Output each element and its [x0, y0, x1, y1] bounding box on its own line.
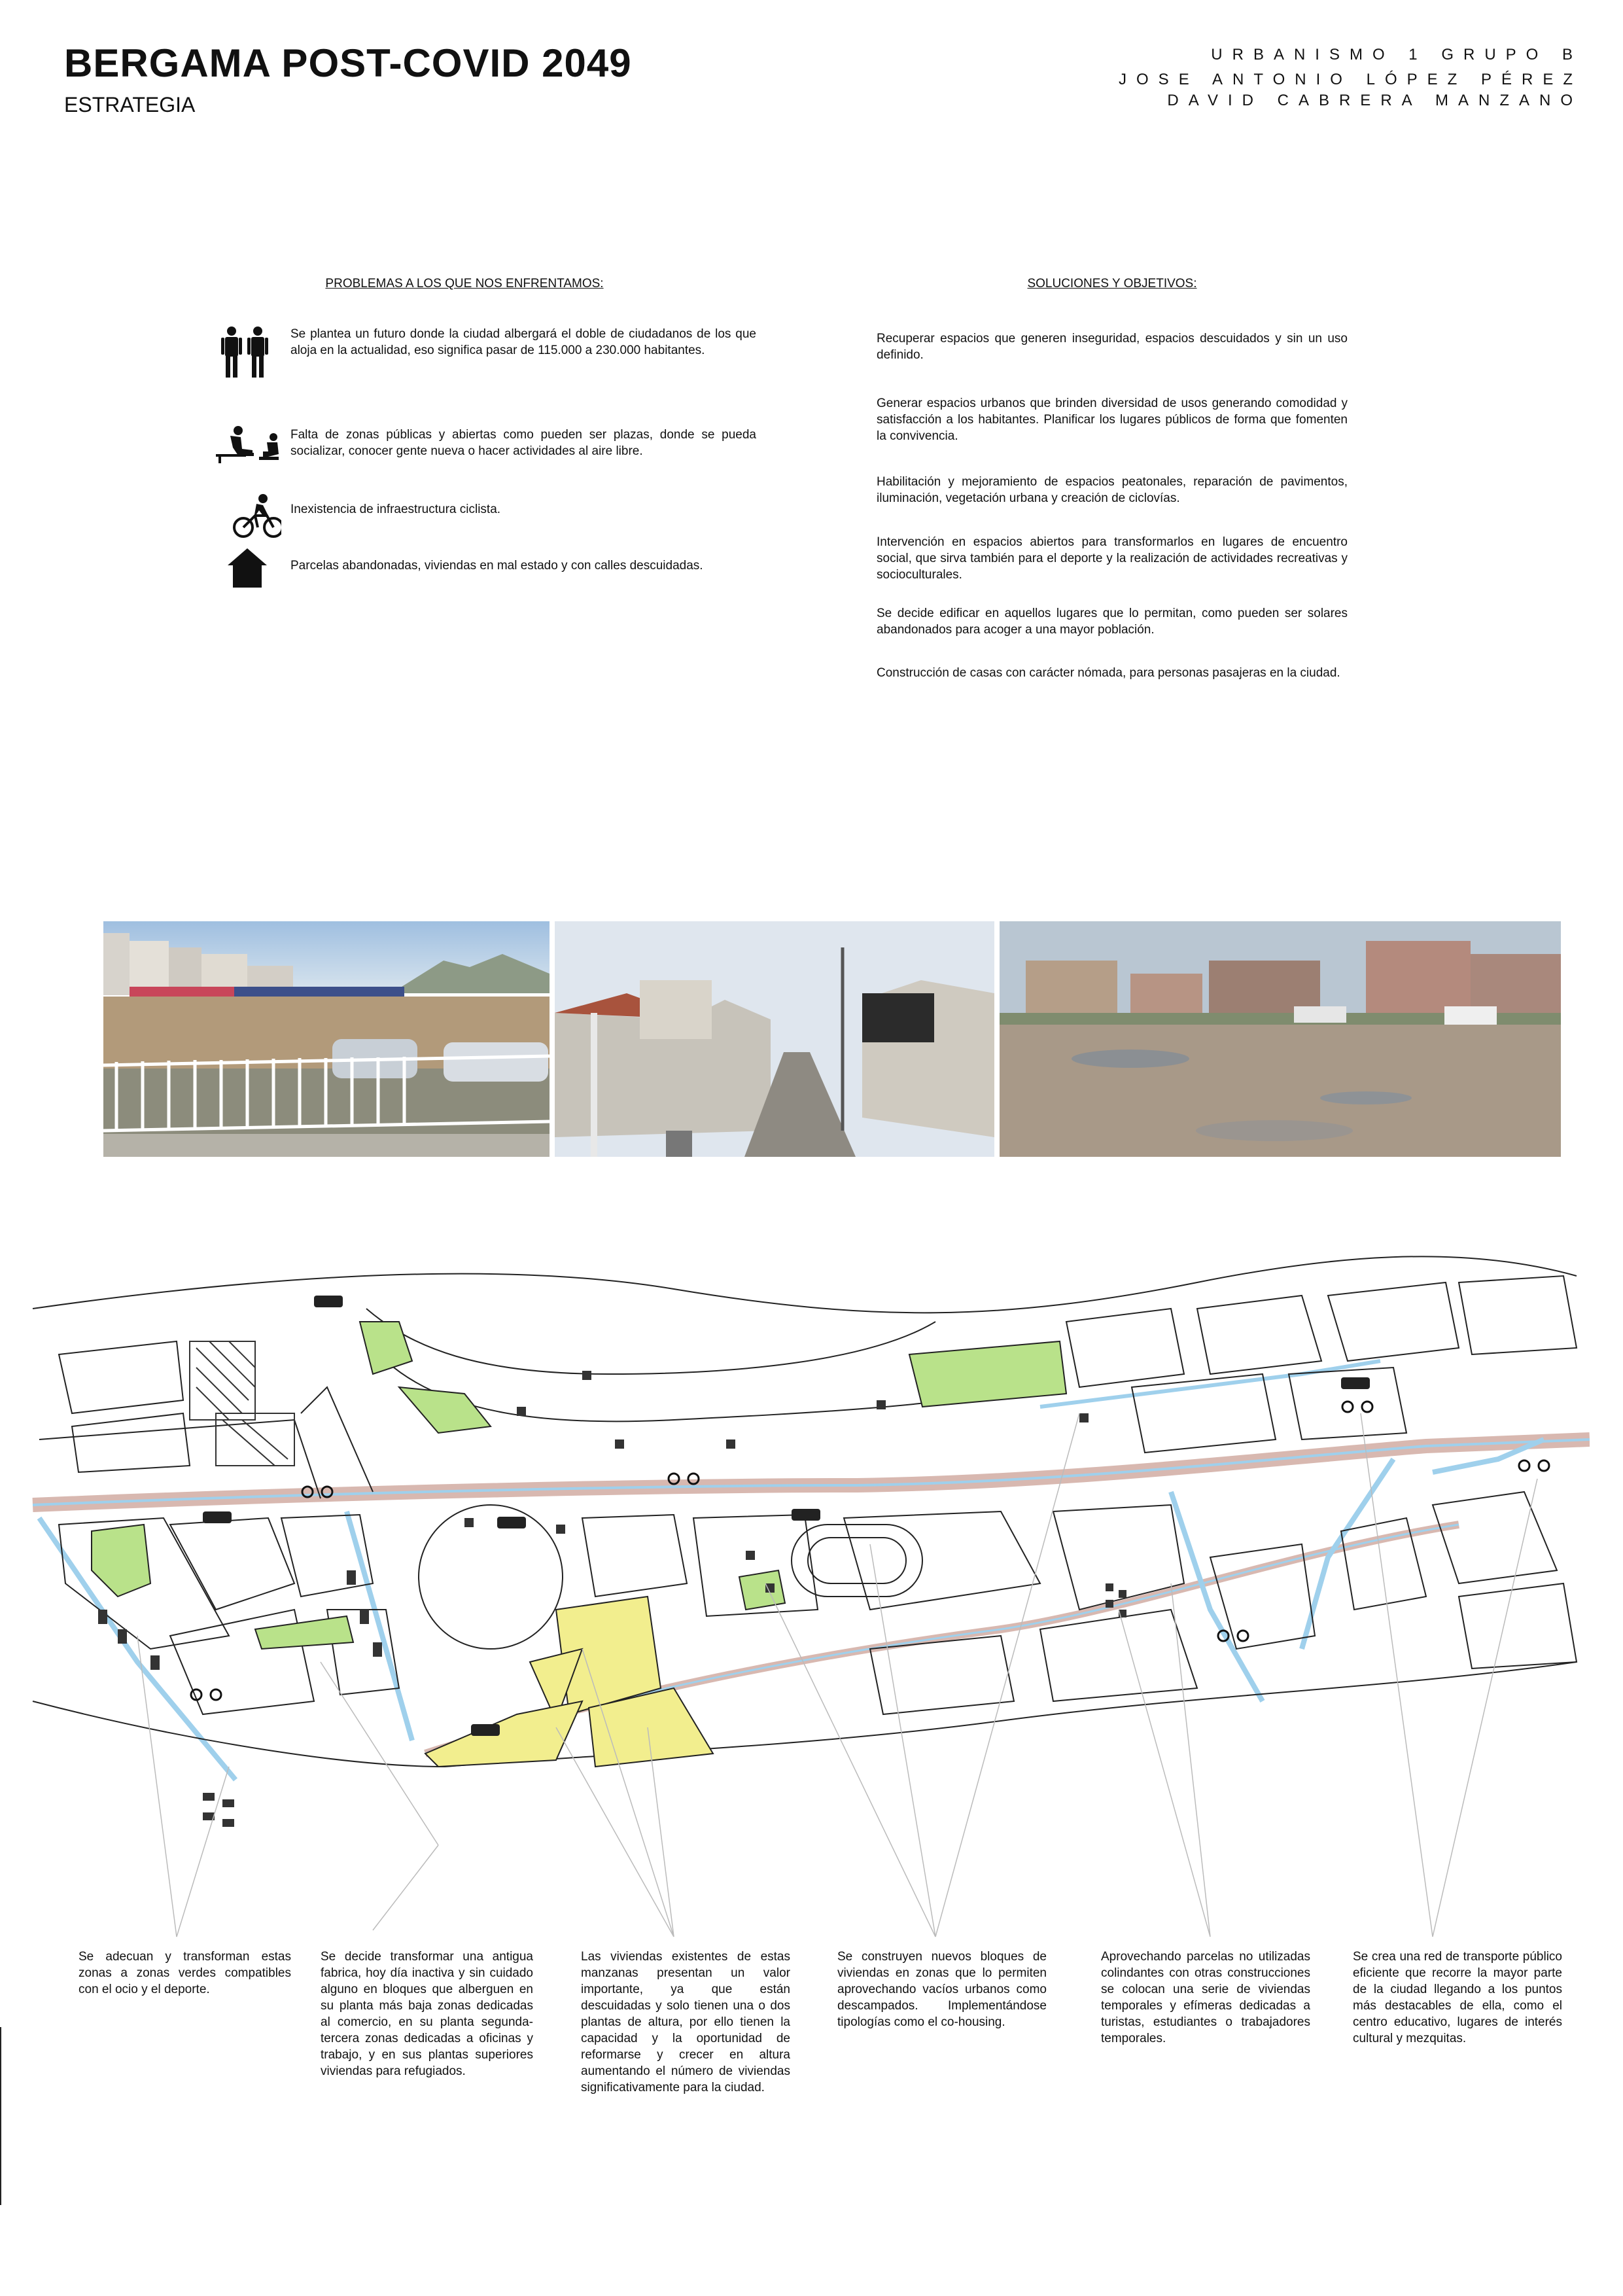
- people-icon: [216, 326, 281, 378]
- sitting-people-icon: [216, 425, 281, 478]
- solution-item: Construcción de casas con carácter nómada, para personas pasajeras en la ciudad.: [877, 666, 1340, 680]
- caption-green-zones: Se adecuan y transforman estas zonas a zonas verdes compatibles con el ocio y el deporte.: [79, 1950, 291, 1996]
- caption-factory: Se decide transformar una antigua fabrica, hoy día inactiva y sin cuidado alguno en bloques que alberguen en su planta más baja zonas dedicadas al comercio, en su planta segunda-tercera zonas dedicadas a oficinas y trabajo, y en sus plantas superiores viviendas para refugiados.: [321, 1950, 533, 2078]
- roundabout: [419, 1505, 563, 1649]
- caption-new-blocks: Se construyen nuevos bloques de viviendas en zonas que lo permiten aprovechando vacíos urbanos como descampados. Implementándose tipologías como el co-housing.: [837, 1950, 1047, 2029]
- caption-temporary-housing: Aprovechando parcelas no utilizadas colindantes con otras construcciones se colocan una serie de viviendas temporales y efímeras dedicadas a turistas, estudiantes o trabajadores temporales.: [1101, 1950, 1310, 2045]
- credit-course: URBANISMO 1 GRUPO B: [1211, 46, 1582, 63]
- credit-author-1: JOSE ANTONIO LÓPEZ PÉREZ: [1119, 71, 1582, 88]
- problem-item: [216, 326, 765, 378]
- problem-text: Parcelas abandonadas, viviendas en mal estado y con calles descuidadas.: [290, 559, 703, 573]
- solution-item: Intervención en espacios abiertos para transformarlos en lugares de encuentro social, que sirva también para el deporte y la realización de actividades recreativas y socioculturales.: [877, 535, 1348, 582]
- factory-block: [190, 1341, 294, 1466]
- photo-parking-lot: [103, 921, 550, 1157]
- problem-text: Falta de zonas públicas y abiertas como pueden ser plazas, donde se pueda socializar, conocer gente nueva o hacer actividades al aire libre.: [290, 428, 756, 458]
- problems-heading: PROBLEMAS A LOS QUE NOS ENFRENTAMOS:: [325, 277, 604, 291]
- strategy-map: [20, 1243, 1590, 1953]
- solution-item: Generar espacios urbanos que brinden diversidad de usos generando comodidad y satisfacción a los habitantes. Planificar los lugares públicos de forma que fomenten la convivencia.: [877, 397, 1348, 443]
- problem-item: [216, 548, 765, 601]
- solution-item: Recuperar espacios que generen inseguridad, espacios descuidados y sin un uso definido.: [877, 332, 1348, 362]
- problem-item: [216, 492, 765, 544]
- problem-text: Inexistencia de infraestructura ciclista.: [290, 503, 501, 516]
- cyclist-icon: [216, 492, 281, 544]
- solution-item: Se decide edificar en aquellos lugares que lo permitan, como pueden ser solares abandonados para acoger a una mayor población.: [877, 607, 1348, 637]
- problem-text: Se plantea un futuro donde la ciudad albergará el doble de ciudadanos de los que aloja en la actualidad, eso significa pasar de 115.000 a 230.000 habitantes.: [290, 327, 756, 357]
- caption-existing-housing: Las viviendas existentes de estas manzanas presentan un valor importante, ya que están descuidadas y solo tienen una o dos plantas de altura, por ello tienen la capacidad y la oportunidad de reformarse y crecer en altura aumentando el número de viviendas significativamente para la ciudad.: [581, 1950, 790, 2094]
- page-title: BERGAMA POST-COVID 2049: [64, 41, 632, 85]
- photo-empty-lot: [1000, 921, 1561, 1157]
- margin-line: [0, 2027, 1, 2205]
- photo-street: [555, 921, 994, 1157]
- solution-item: Habilitación y mejoramiento de espacios peatonales, reparación de pavimentos, iluminación, vegetación urbana y creación de ciclovías.: [877, 475, 1348, 505]
- page-subtitle: ESTRATEGIA: [64, 93, 196, 116]
- house-icon: [216, 548, 281, 601]
- problem-item: [216, 425, 765, 478]
- credit-author-2: DAVID CABRERA MANZANO: [1167, 92, 1582, 109]
- solutions-heading: SOLUCIONES Y OBJETIVOS:: [1027, 277, 1197, 291]
- caption-public-transport: Se crea una red de transporte público eficiente que recorre la mayor parte de la ciudad llegando a los puntos más destacables de ella, como el centro educativo, lugares de interés cultural y mezquitas.: [1353, 1950, 1562, 2045]
- yellow-zones: [425, 1597, 713, 1767]
